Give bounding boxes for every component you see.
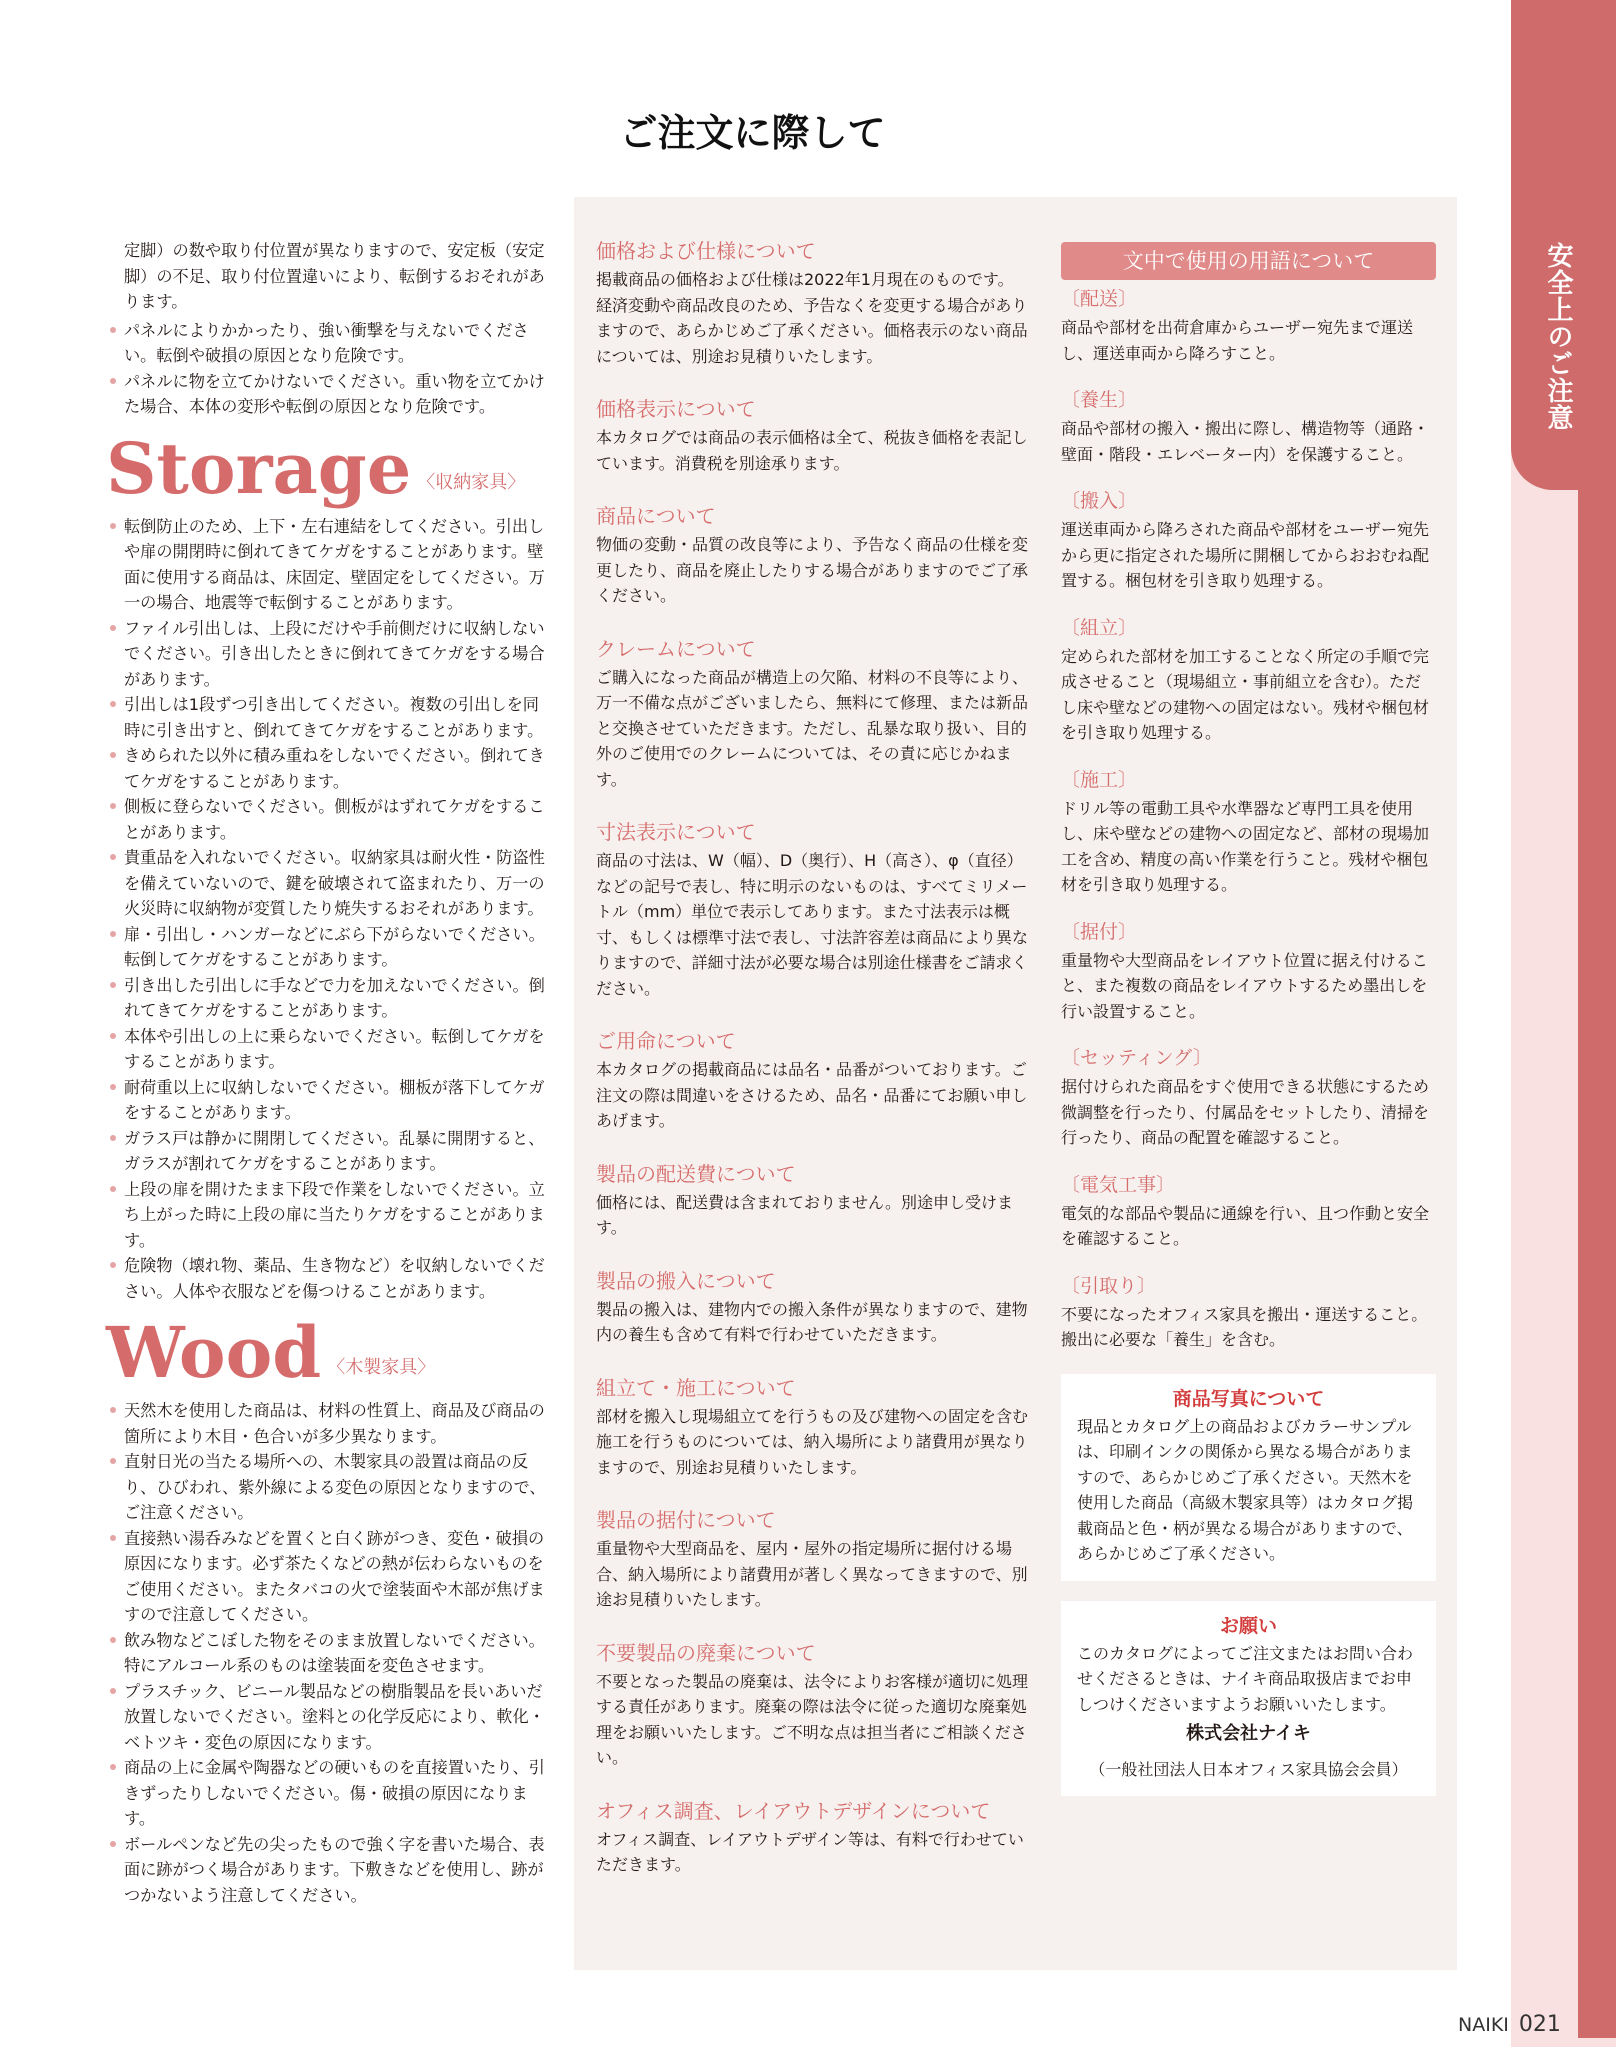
wood-list	[108, 1398, 548, 1908]
wood-subtitle: 〈木製家具〉	[327, 1356, 436, 1378]
photo-notice-heading: 商品写真について	[1172, 1387, 1325, 1410]
company-name: 株式会社ナイキ	[1186, 1723, 1311, 1744]
term-block	[1061, 488, 1436, 594]
wood-title: Wood	[106, 1311, 322, 1394]
notice-text: 不要となった製品の廃棄は、法令によりお客様が適切に処理する責任があります。廃棄の際は法令に従った適切な廃棄処理をお願いいたします。ご不明な点は担当者にご相談ください。	[596, 1671, 1029, 1767]
list-item: 転倒防止のため、上下・左右連結をしてください。引出しや扉の開閉時に倒れてきてケガをすることがあります。壁面に使用する商品は、床固定、壁固定をしてください。万一の場合、地震等で転倒することがあります。	[108, 514, 548, 616]
list-item: 直接熱い湯呑みなどを置くと白く跡がつき、変色・破損の原因になります。必ず茶たくなどの熱が伝わらないものをご使用ください。またタバコの火で塗装面や木部が焦げますので注意してください。	[108, 1526, 548, 1628]
term-heading: 〔引取り〕	[1061, 1274, 1157, 1297]
term-text: ドリル等の電動工具や水準器など専門工具を使用し、床や壁などの建物への固定など、部材の現場加工を含め、精度の高い作業を行うこと。残材や梱包材を引き取り処理する。	[1061, 798, 1430, 894]
notice-heading: オフィス調査、レイアウトデザインについて	[596, 1798, 991, 1823]
list-item: ボールペンなど先の尖ったもので強く字を書いた場合、表面に跡がつく場合があります。下敷きなどを使用し、跡がつかないよう注意してください。	[108, 1832, 548, 1909]
notice-text: 重量物や大型商品を、屋内・屋外の指定場所に据付ける場合、納入場所により諸費用が著しく異なってきますので、別途お見積りいたします。	[596, 1539, 1028, 1609]
storage-subtitle: 〈収納家具〉	[417, 472, 526, 493]
side-tab-label: 安全上のご注意	[1543, 242, 1573, 431]
term-text: 商品や部材を出荷倉庫からユーザー宛先まで運送し、運送車両から降ろすこと。	[1061, 318, 1414, 363]
term-heading: 〔電気工事〕	[1061, 1173, 1176, 1196]
list-item: 扉・引出し・ハンガーなどにぶら下がらないでください。転倒してケガをすることがあります。	[108, 922, 548, 973]
storage-list	[108, 514, 548, 1305]
page-title: ご注文に際して	[619, 111, 886, 155]
list-item: 本体や引出しの上に乗らないでください。転倒してケガをすることがあります。	[108, 1024, 548, 1075]
notice-text: 部材を搬入し現場組立てを行うもの及び建物への固定を含む施工を行うものについては、納入場所により諸費用が異なりますので、別途お見積りいたします。	[596, 1406, 1029, 1477]
list-item: きめられた以外に積み重ねをしないでください。倒れてきてケガをすることがあります。	[108, 743, 548, 794]
notice-heading: 組立て・施工について	[596, 1375, 796, 1400]
term-text: 運送車両から降ろされた商品や部材をユーザー宛先から更に指定された場所に開梱してからおおむね配置する。梱包材を引き取り処理する。	[1061, 520, 1430, 590]
notice-text: 本カタログでは商品の表示価格は全て、税抜き価格を表記しています。消費税を別途承ります。	[596, 428, 1028, 473]
notice-heading: 商品について	[596, 504, 716, 528]
term-block	[1061, 1273, 1436, 1353]
list-item: 天然木を使用した商品は、材料の性質上、商品及び商品の箇所により木目・色合いが多少異なります。	[108, 1398, 548, 1449]
photo-notice-box	[1061, 1374, 1436, 1581]
list-item: 引き出した引出しに手などで力を加えないでください。倒れてきてケガをすることがあります。	[108, 973, 548, 1024]
request-text: このカタログによってご注文またはお問い合わせくださるときは、ナイキ商品取扱店までお申しつけくださいますようお願いいたします。	[1077, 1643, 1414, 1714]
list-item: パネルに物を立てかけないでください。重い物を立てかけた場合、本体の変形や転倒の原因となり危険です。	[108, 369, 548, 420]
term-heading: 〔据付〕	[1061, 920, 1138, 943]
list-item: ガラス戸は静かに開閉してください。乱暴に開閉すると、ガラスが割れてケガをすることがあります。	[108, 1126, 548, 1177]
term-block	[1061, 767, 1436, 898]
term-block	[1061, 615, 1436, 746]
notice-block	[596, 396, 1028, 476]
intro-list	[108, 318, 548, 420]
left-column	[108, 238, 548, 1908]
notice-heading: 不要製品の廃棄について	[596, 1640, 816, 1665]
page-footer	[1458, 2012, 1561, 2037]
notice-text: 掲載商品の価格および仕様は2022年1月現在のものです。経済変動や商品改良のため、予告なくを変更する場合がありますので、あらかじめご了承ください。価格表示のない商品については、別途お見積りいたします。	[596, 270, 1028, 366]
notice-heading: ご用命について	[596, 1029, 736, 1053]
term-block	[1061, 1045, 1436, 1151]
list-item: 危険物（壊れ物、薬品、生き物など）を収納しないでください。人体や衣服などを傷つけることがあります。	[108, 1253, 548, 1304]
notice-heading: 製品の配送費について	[596, 1161, 796, 1186]
term-heading: 〔セッティング〕	[1061, 1047, 1213, 1069]
notice-heading: 価格および仕様について	[596, 239, 816, 263]
notice-heading: 製品の据付について	[596, 1508, 776, 1532]
term-text: 重量物や大型商品をレイアウト位置に据え付けること、また複数の商品をレイアウトするため墨出しを行い設置すること。	[1061, 950, 1428, 1021]
list-item: 引出しは1段ずつ引き出してください。複数の引出しを同時に引き出すと、倒れてきてケガをすることがあります。	[108, 692, 548, 743]
side-tab-strip	[1578, 490, 1616, 2038]
notice-heading: 寸法表示について	[596, 820, 756, 844]
list-item: 貴重品を入れないでください。収納家具は耐火性・防盗性を備えていないので、鍵を破壊されて盗まれたり、万一の火災時に収納物が変質したり焼失するおそれがあります。	[108, 845, 548, 922]
term-block	[1061, 387, 1436, 467]
notice-text: ご購入になった商品が構造上の欠陥、材料の不良等により、万一不備な点がございましたら、無料にて修理、または新品と交換させていただきます。ただし、乱暴な取り扱い、目的外のご使用でのクレームについては、その責に応じかねます。	[596, 667, 1029, 789]
list-item: 商品の上に金属や陶器などの硬いものを直接置いたり、引きずったりしないでください。傷・破損の原因になります。	[108, 1755, 548, 1832]
order-notes-column	[596, 238, 1028, 1905]
term-text: 商品や部材の搬入・搬出に際し、構造物等（通路・壁面・階段・エレベーター内）を保護すること。	[1061, 419, 1430, 464]
notice-block	[596, 1375, 1028, 1481]
notice-block	[596, 636, 1028, 793]
notice-text: 製品の搬入は、建物内での搬入条件が異なりますので、建物内の養生も含めて有料で行わせていただきます。	[596, 1299, 1028, 1344]
notice-heading: 製品の搬入について	[596, 1268, 776, 1293]
request-heading: お願い	[1219, 1614, 1277, 1637]
notice-block	[596, 1507, 1028, 1613]
storage-title: Storage	[106, 426, 412, 510]
page-number: 021	[1518, 2012, 1561, 2037]
notice-block	[596, 238, 1028, 369]
list-item: パネルによりかかったり、強い衝撃を与えないでください。転倒や破損の原因となり危険です。	[108, 318, 548, 369]
terms-column	[1061, 242, 1436, 1816]
terms-title: 文中で使用の用語について	[1061, 242, 1436, 280]
term-heading: 〔養生〕	[1061, 389, 1138, 411]
notice-text: 商品の寸法は、W（幅）、D（奥行）、H（高さ）、φ（直径）などの記号で表し、特に明示のないものは、すべてミリメートル（mm）単位で表示してあります。また寸法表示は概寸、もしくは標準寸法で表し、寸法許容差は商品により異なりますので、詳細寸法が必要な場合は別途仕様書をご請求ください。	[596, 851, 1029, 998]
request-box	[1061, 1601, 1436, 1797]
term-heading: 〔配送〕	[1061, 288, 1138, 310]
association-note: （一般社団法人日本オフィス家具協会会員）	[1089, 1759, 1408, 1779]
term-text: 不要になったオフィス家具を搬出・運送すること。搬出に必要な「養生」を含む。	[1061, 1304, 1428, 1349]
list-item: 飲み物などこぼした物をそのまま放置しないでください。特にアルコール系のものは塗装面を変色させます。	[108, 1628, 548, 1679]
notice-block	[596, 1640, 1028, 1771]
term-block	[1061, 919, 1436, 1025]
notice-block	[596, 1798, 1028, 1878]
notice-text: 本カタログの掲載商品には品名・品番がついております。ご注文の際は間違いをさけるため、品名・品番にてお願い申しあげます。	[596, 1060, 1028, 1130]
photo-notice-text: 現品とカタログ上の商品およびカラーサンプルは、印刷インクの関係から異なる場合がありますので、あらかじめご了承ください。天然木を使用した商品（高級木製家具等）はカタログ掲載商品と色・柄が異なる場合がありますので、あらかじめご了承ください。	[1077, 1416, 1414, 1563]
list-item: ファイル引出しは、上段にだけや手前側だけに収納しないでください。引き出したときに倒れてきてケガをする場合があります。	[108, 616, 548, 693]
notice-block	[596, 819, 1028, 1001]
term-heading: 〔施工〕	[1061, 768, 1138, 791]
list-item: 直射日光の当たる場所への、木製家具の設置は商品の反り、ひびわれ、紫外線による変色の原因となりますので、ご注意ください。	[108, 1449, 548, 1526]
list-item: 上段の扉を開けたまま下段で作業をしないでください。立ち上がった時に上段の扉に当たりケガをすることがあります。	[108, 1177, 548, 1254]
notice-text: 価格には、配送費は含まれておりません。別途申し受けます。	[596, 1192, 1013, 1237]
term-heading: 〔組立〕	[1061, 616, 1138, 639]
brand-name: NAIKI	[1458, 2014, 1509, 2036]
notice-text: オフィス調査、レイアウトデザイン等は、有料で行わせていただきます。	[596, 1829, 1024, 1874]
list-item: 耐荷重以上に収納しないでください。棚板が落下してケガをすることがあります。	[108, 1075, 548, 1126]
list-item: プラスチック、ビニール製品などの樹脂製品を長いあいだ放置しないでください。塗料との化学反応により、軟化・ベトツキ・変色の原因になります。	[108, 1679, 548, 1756]
notice-block	[596, 503, 1028, 609]
notice-block	[596, 1268, 1028, 1348]
notice-heading: クレームについて	[596, 636, 756, 661]
notice-block	[596, 1161, 1028, 1241]
term-text: 据付けられた商品をすぐ使用できる状態にするため微調整を行ったり、付属品をセットしたり、清掃を行ったり、商品の配置を確認すること。	[1061, 1077, 1430, 1147]
notice-text: 物価の変動・品質の改良等により、予告なく商品の仕様を変更したり、商品を廃止したりする場合がありますのでご了承ください。	[596, 535, 1029, 605]
list-item: 側板に登らないでください。側板がはずれてケガをすることがあります。	[108, 794, 548, 845]
notice-heading: 価格表示について	[596, 397, 756, 421]
term-text: 電気的な部品や製品に通線を行い、且つ作動と安全を確認すること。	[1061, 1203, 1430, 1248]
storage-heading	[106, 426, 548, 510]
wood-heading	[106, 1311, 548, 1394]
intro-continued-text: 定脚）の数や取り付位置が異なりますので、安定板（安定脚）の不足、取り付位置違いにより、転倒するおそれがあります。	[124, 241, 545, 311]
notice-block	[596, 1028, 1028, 1134]
term-heading: 〔搬入〕	[1061, 490, 1138, 512]
term-text: 定められた部材を加工することなく所定の手順で完成させること（現場組立・事前組立を含む）。ただし床や壁などの建物への固定はない。残材や梱包材を引き取り処理する。	[1061, 646, 1430, 742]
term-block	[1061, 1172, 1436, 1252]
term-block	[1061, 286, 1436, 366]
